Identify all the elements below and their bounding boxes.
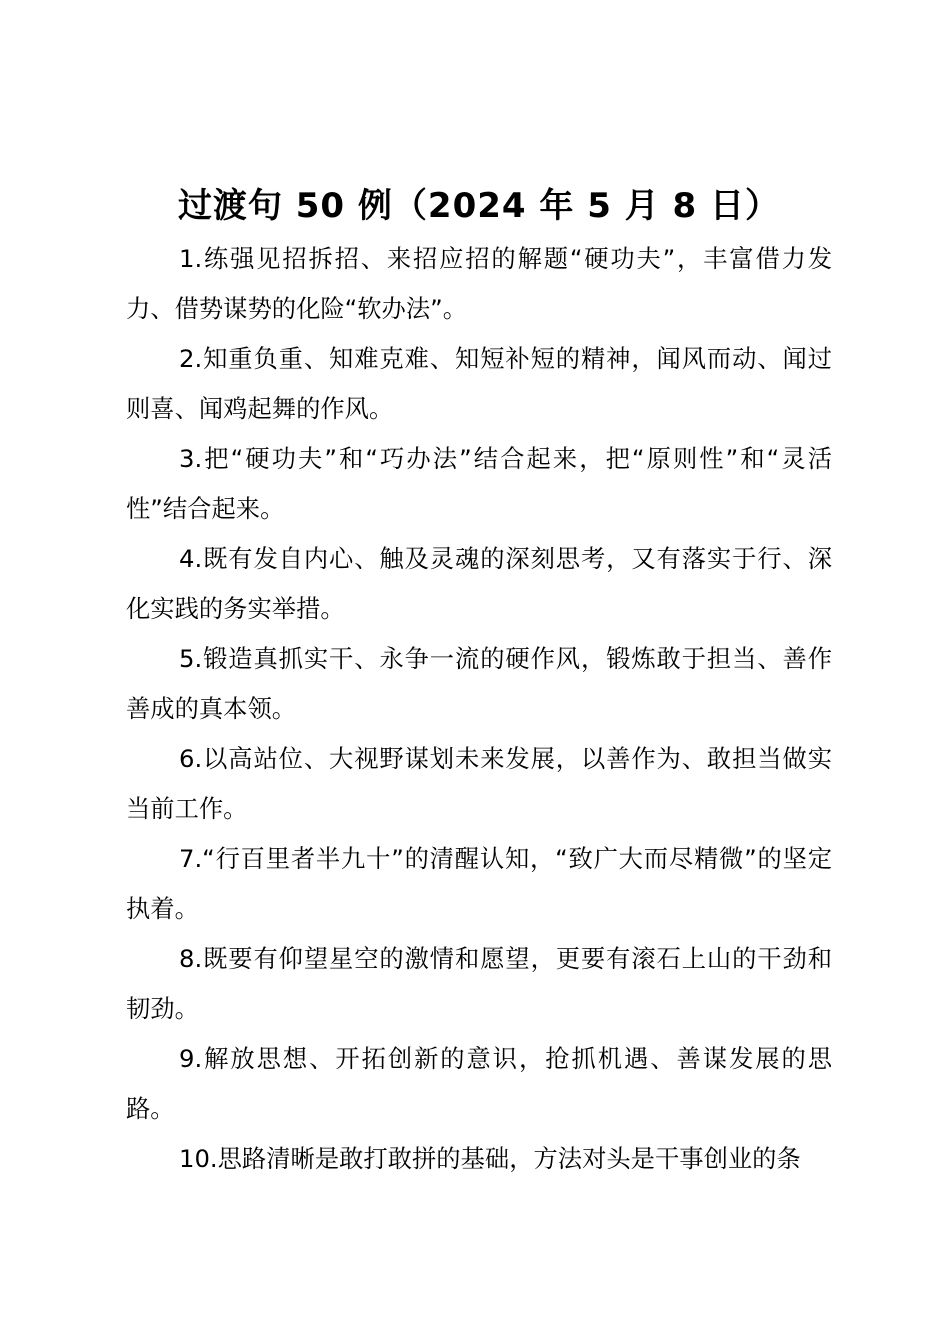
list-item-7: 7.“行百里者半九十”的清醒认知，“致广大而尽精微”的坚定执着。 bbox=[126, 844, 832, 923]
list-item-10: 10.思路清晰是敢打敢拼的基础，方法对头是干事创业的条 bbox=[179, 1144, 801, 1173]
list-item-5: 5.锻造真抓实干、永争一流的硬作风，锻炼敢于担当、善作善成的真本领。 bbox=[126, 644, 832, 723]
list-item-2: 2.知重负重、知难克难、知短补短的精神，闻风而动、闻过则喜、闻鸡起舞的作风。 bbox=[126, 344, 832, 423]
list-item-4: 4.既有发自内心、触及灵魂的深刻思考，又有落实于行、深化实践的务实举措。 bbox=[126, 544, 832, 623]
list-item-6: 6.以高站位、大视野谋划未来发展，以善作为、敢担当做实当前工作。 bbox=[126, 744, 832, 823]
list-item-8: 8.既要有仰望星空的激情和愿望，更要有滚石上山的干劲和韧劲。 bbox=[126, 944, 832, 1023]
list-item-3: 3.把“硬功夫”和“巧办法”结合起来，把“原则性”和“灵活性”结合起来。 bbox=[126, 444, 832, 523]
document-page bbox=[126, 178, 832, 1184]
list-item-9: 9.解放思想、开拓创新的意识，抢抓机遇、善谋发展的思路。 bbox=[126, 1044, 832, 1123]
document-title: 过渡句 50 例（2024 年 5 月 8 日） bbox=[177, 186, 781, 226]
list-item-1: 1.练强见招拆招、来招应招的解题“硬功夫”，丰富借力发力、借势谋势的化险“软办法”。 bbox=[126, 244, 832, 323]
